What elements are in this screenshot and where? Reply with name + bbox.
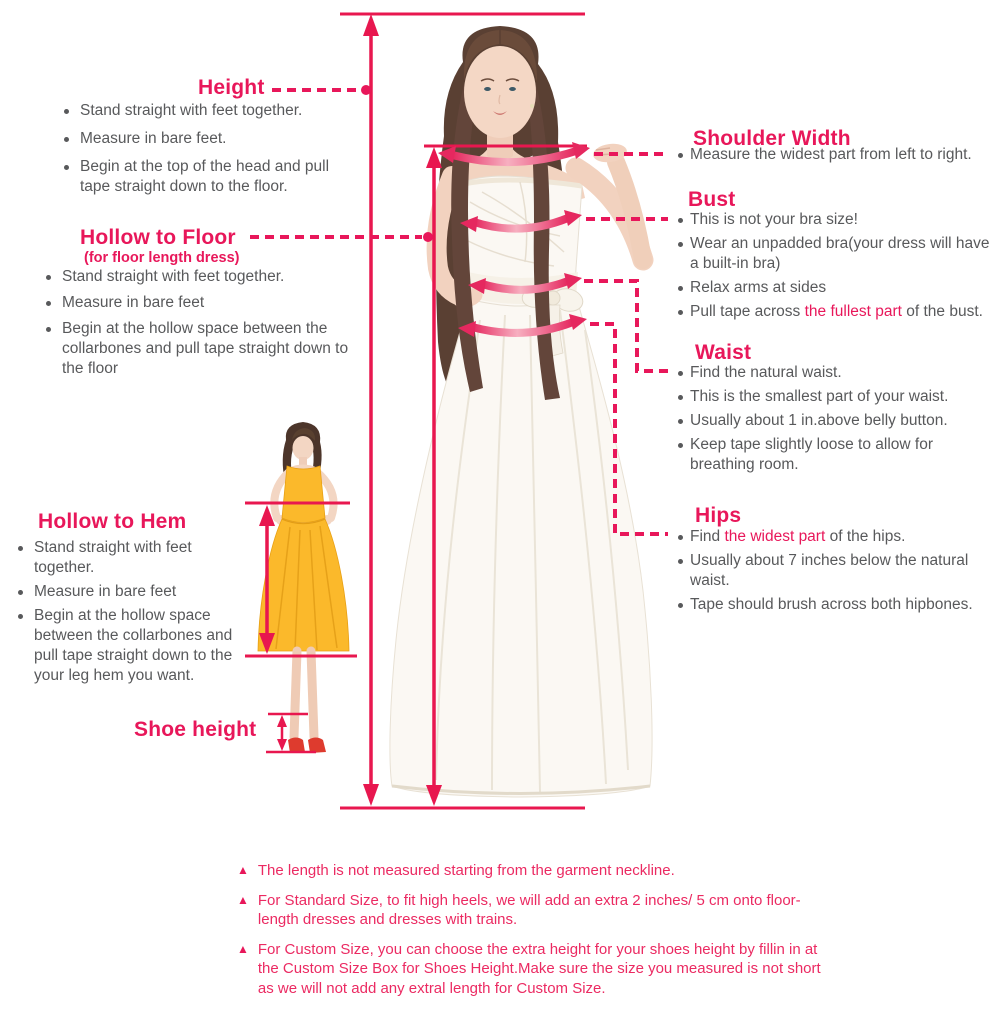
- bust-bullet-list: [676, 210, 992, 326]
- hollow-to-floor-title: Hollow to Floor: [80, 226, 236, 249]
- list-item: Keep tape slightly loose to allow for breathing room.: [676, 435, 992, 475]
- height-connector-dot: [361, 85, 371, 95]
- main-model-illustration: [390, 26, 652, 797]
- shoulder-width-title: Shoulder Width: [693, 127, 851, 150]
- warning-triangle-icon: ▲: [237, 941, 249, 956]
- red-heels: [288, 738, 326, 754]
- shoulder-width-bullet-list: [676, 145, 1000, 169]
- height-bullet-list: [62, 101, 362, 205]
- list-item: This is the smallest part of your waist.: [676, 387, 992, 407]
- list-item: Tape should brush across both hipbones.: [676, 595, 998, 615]
- hips-title: Hips: [695, 504, 742, 527]
- list-item: Begin at the top of the head and pull tape straight down to the floor.: [62, 157, 362, 197]
- list-item: Pull tape across the fullest part of the bust.: [676, 302, 992, 322]
- warning-triangle-icon: ▲: [237, 863, 249, 877]
- note-item: [237, 861, 822, 881]
- list-item: Usually about 7 inches below the natural waist.: [676, 551, 998, 591]
- small-model-illustration: [258, 422, 349, 753]
- hollow-to-hem-bullet-list: [16, 538, 246, 690]
- footer-notes: [237, 861, 822, 1008]
- note-item: [237, 940, 822, 999]
- list-item: Begin at the hollow space between the collarbones and pull tape straight down to the your leg hem you want.: [16, 606, 246, 686]
- list-item: Stand straight with feet together.: [62, 101, 362, 121]
- list-item: Measure in bare feet.: [62, 129, 362, 149]
- list-item: Stand straight with feet together.: [16, 538, 246, 578]
- earring: [530, 104, 534, 108]
- note-item: [237, 891, 822, 930]
- highlight-text: the fullest part: [804, 303, 902, 320]
- hips-bullet-list: [676, 527, 998, 619]
- hollow-to-hem-title: Hollow to Hem: [38, 510, 187, 533]
- waist-title: Waist: [695, 341, 752, 364]
- list-item: Find the widest part of the hips.: [676, 527, 998, 547]
- list-item: Measure in bare feet: [16, 582, 246, 602]
- list-item: Find the natural waist.: [676, 363, 992, 383]
- hollow-to-floor-subtitle: (for floor length dress): [84, 250, 240, 266]
- list-item: This is not your bra size!: [676, 210, 992, 230]
- bust-title: Bust: [688, 188, 736, 211]
- height-title: Height: [198, 76, 265, 99]
- list-item: Usually about 1 in.above belly button.: [676, 411, 992, 431]
- note-text: For Standard Size, to fit high heels, we will add an extra 2 inches/ 5 cm onto floor-length dresses and dresses with trains.: [257, 891, 801, 928]
- list-item: Wear an unpadded bra(your dress will have a built-in bra): [676, 234, 992, 274]
- list-item: Measure the widest part from left to right.: [676, 145, 1000, 165]
- highlight-text: the widest part: [724, 528, 826, 545]
- note-text: For Custom Size, you can choose the extra height for your shoes height by fillin in at the Custom Size Box for Shoes Height.Make sure the size you measured is not short as we will not add any extral length for Custom Size.: [257, 940, 821, 997]
- list-item: Relax arms at sides: [676, 278, 992, 298]
- hollow-to-floor-bullet-list: [44, 267, 354, 385]
- shoe-height-title: Shoe height: [134, 718, 257, 741]
- hollow-connector-dot: [423, 232, 433, 242]
- note-text: The length is not measured starting from the garment neckline.: [257, 862, 675, 879]
- waist-bullet-list: [676, 363, 992, 479]
- list-item: Stand straight with feet together.: [44, 267, 354, 287]
- warning-triangle-icon: ▲: [237, 892, 249, 907]
- list-item: Measure in bare feet: [44, 293, 354, 313]
- list-item: Begin at the hollow space between the collarbones and pull tape straight down to the floor: [44, 319, 354, 379]
